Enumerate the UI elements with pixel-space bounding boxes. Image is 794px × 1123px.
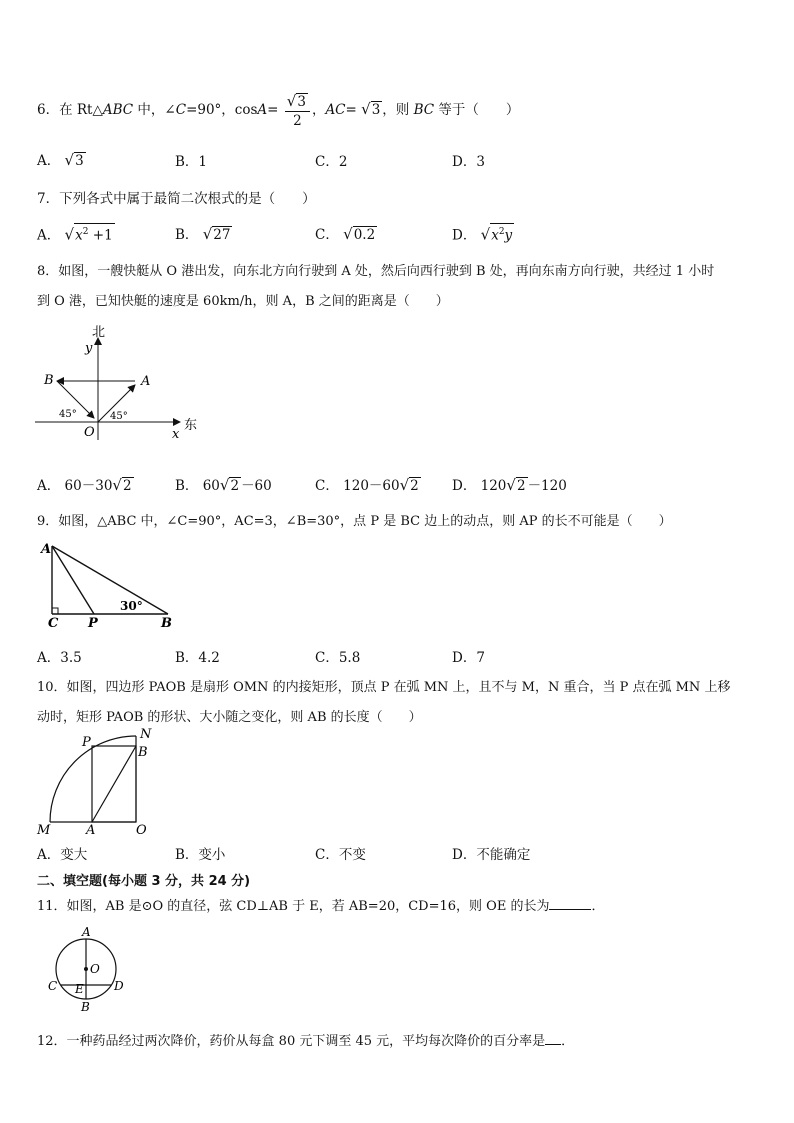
q8-label-x: x (172, 427, 180, 442)
option-pre: 60 (202, 478, 220, 494)
q6-eq: = (267, 102, 279, 118)
question-10-line-2: 动时，矩形 PAOB 的形状、大小随之变化，则 AB 的长度（ ） (37, 710, 422, 725)
option-text: 3 (476, 154, 485, 170)
q8-option-a[interactable]: A． 60－30√2 (37, 476, 132, 494)
q6-frac-num: 3 (297, 93, 306, 110)
option-rad: 0.2 (353, 227, 376, 243)
option-label: A． (37, 478, 61, 494)
q6-ac: AC (325, 102, 346, 118)
q11-figure (44, 925, 134, 1015)
option-text: 5.8 (338, 650, 361, 666)
option-text: 4.2 (198, 650, 220, 666)
q12-end: ． (561, 1034, 575, 1049)
q8-angle-right: 45° (110, 411, 128, 422)
q10-option-d[interactable] (452, 843, 530, 863)
option-text: 2 (338, 154, 348, 170)
q11-label-o: O (90, 962, 100, 976)
q9-option-b[interactable] (175, 646, 220, 666)
question-10-line-1: 10．如图，四边形 PAOB 是扇形 OMN 的内接矩形，顶点 P 在弧 MN 上，且不与 M，N 重合，当 P 点在弧 MN 上移 (37, 680, 731, 695)
option-rest: y (504, 227, 513, 244)
q11-label-c: C (48, 979, 58, 993)
option-base: x (491, 227, 499, 244)
q10-label-b: B (138, 745, 148, 760)
option-label: D． (452, 847, 477, 863)
q10-label-o: O (136, 823, 147, 838)
option-rad: 2 (516, 478, 526, 494)
section-heading: 二、填空题(每小题 3 分，共 24 分) (37, 874, 251, 889)
option-rad (74, 223, 115, 244)
q9-option-c[interactable] (315, 646, 360, 666)
q9-angle-label: 30° (120, 599, 143, 613)
q6-a: A (257, 102, 268, 118)
q8-option-c[interactable]: C． 120－60√2 (315, 476, 419, 494)
q9-option-a[interactable] (37, 646, 82, 666)
q8-label-o: O (84, 425, 95, 440)
q6-bc: BC (413, 102, 435, 118)
q10-figure (34, 727, 159, 838)
q9-label-p: P (88, 616, 98, 631)
option-rad: 3 (75, 153, 84, 169)
q6-rad: 3 (371, 102, 381, 118)
option-label: C． (315, 154, 339, 170)
q6-option-a[interactable]: A． √3 (37, 151, 84, 169)
question-6-stem: 6．在 Rt△ABC 中，∠C=90°，cosA= $\frac{√3}{2}$ ，AC= √3 ，则 BC 等于（ ） (37, 91, 520, 129)
q8-figure (30, 322, 210, 442)
option-rad: 27 (213, 227, 231, 243)
option-post: －120 (527, 478, 567, 494)
option-text: 不变 (338, 847, 366, 863)
option-label: D． (452, 154, 477, 170)
option-label: B． (175, 154, 199, 170)
q10-option-c[interactable] (315, 843, 366, 863)
q11-label-e: E (75, 982, 84, 996)
q9-label-a: A (41, 542, 52, 557)
option-text: 不能确定 (476, 847, 531, 863)
q10-label-p: P (82, 735, 91, 750)
q6-comma: ， (311, 102, 326, 118)
question-7-stem: 7．下列各式中属于最简二次根式的是（ ） (37, 191, 316, 207)
q6-option-c[interactable] (315, 150, 347, 170)
option-text: 3.5 (60, 650, 82, 666)
question-8-line-1: 8．如图，一艘快艇从 O 港出发，向东北方向行驶到 A 处，然后向西行驶到 B 处，再向东南方向行驶，共经过 1 小时 (37, 264, 715, 279)
option-rest: +1 (88, 227, 113, 244)
option-label: D． (452, 227, 477, 244)
option-label: B． (175, 227, 199, 243)
q10-label-n: N (140, 727, 152, 742)
option-label: D． (452, 478, 477, 494)
option-text: 1 (198, 154, 208, 170)
option-pre: 120－60 (343, 478, 400, 494)
q7-option-b[interactable]: B． √27 (175, 225, 231, 243)
option-label: B． (175, 478, 199, 494)
option-label: A． (37, 847, 61, 863)
q6-text: 6．在 Rt△ (37, 102, 103, 118)
q12-answer-blank[interactable] (545, 1032, 561, 1045)
option-text: 变大 (60, 847, 88, 863)
option-text: 7 (476, 650, 485, 666)
q6-text-3: =90°，cos (186, 102, 258, 118)
option-label: B． (175, 847, 199, 863)
q7-option-c[interactable]: C． √0.2 (315, 225, 376, 243)
q8-label-east: 东 (184, 418, 198, 433)
q9-option-d[interactable] (452, 646, 485, 666)
q10-label-m: M (37, 823, 51, 838)
q9-figure (38, 538, 188, 633)
q6-frac-den: 2 (293, 112, 302, 129)
q6-option-d[interactable] (452, 150, 485, 170)
question-8-line-2: 到 O 港，已知快艇的速度是 60km/h，则 A，B 之间的距离是（ ） (37, 294, 449, 309)
q6-option-b[interactable] (175, 150, 207, 170)
option-post: －60 (241, 478, 272, 494)
q10-arc-mn (50, 736, 136, 822)
q8-label-b: B (44, 373, 54, 388)
q7-option-a[interactable]: A． $√x^2 +1$ (37, 223, 115, 244)
option-label: C． (315, 650, 339, 666)
q9-right-angle-mark (52, 608, 58, 614)
option-label: C． (315, 227, 339, 243)
q9-label-c: C (48, 616, 59, 631)
option-label: A． (37, 227, 61, 244)
q6-then: ，则 (382, 102, 414, 118)
q11-label-a: A (82, 925, 91, 939)
q8-label-a: A (141, 374, 151, 389)
q6-c: C (175, 102, 187, 118)
q11-label-b: B (81, 1000, 90, 1014)
option-text: 变小 (198, 847, 226, 863)
q6-text-2: 中，∠ (133, 102, 176, 118)
q6-tail: 等于（ ） (434, 102, 520, 118)
option-label: C． (315, 847, 339, 863)
option-exp: 2 (82, 227, 89, 237)
q10-diagonal-ab (92, 746, 136, 822)
q8-label-y: y (85, 341, 93, 356)
option-pre: 60－30 (64, 478, 113, 494)
q6-eq2: = (345, 102, 362, 118)
q8-label-north: 北 (92, 325, 106, 340)
option-rad: 2 (122, 478, 132, 494)
q11-end: ． (591, 899, 605, 914)
option-base: x (75, 227, 83, 244)
question-12-stem (37, 1030, 574, 1049)
q8-option-d[interactable]: D． 120√2 －120 (452, 476, 567, 494)
option-label: A． (37, 153, 61, 169)
q8-angle-left: 45° (59, 409, 77, 420)
q11-text: 11．如图，AB 是⊙O 的直径，弦 CD⊥AB 于 E，若 AB=20，CD=16，则 OE 的长为 (37, 899, 550, 914)
option-label: C． (315, 478, 339, 494)
q6-fraction: $\frac{√3}{2}$ (285, 92, 310, 130)
q9-label-b: B (161, 616, 172, 631)
option-rad: 2 (230, 478, 240, 494)
option-rad: 2 (410, 478, 419, 494)
option-exp: 2 (498, 227, 505, 237)
option-rad (490, 223, 514, 244)
q11-answer-blank[interactable] (549, 897, 591, 910)
q9-segment-ap (52, 546, 94, 614)
q10-option-a[interactable] (37, 843, 87, 863)
q11-label-d: D (114, 979, 124, 993)
q9-side-ab (52, 546, 168, 614)
q8-option-b[interactable]: B． 60√2 －60 (175, 476, 272, 494)
q12-text: 12．一种药品经过两次降价，药价从每盒 80 元下调至 45 元，平均每次降价的百分率是 (37, 1034, 546, 1049)
option-label: A． (37, 650, 61, 666)
q10-label-a: A (86, 823, 96, 838)
q10-option-b[interactable] (175, 843, 225, 863)
q6-abc: ABC (102, 102, 134, 118)
question-11-stem (37, 895, 604, 914)
question-9-stem: 9．如图，△ABC 中，∠C=90°，AC=3，∠B=30°，点 P 是 BC 边上的动点，则 AP 的长不可能是（ ） (37, 514, 672, 529)
option-label: B． (175, 650, 199, 666)
option-pre: 120 (480, 478, 507, 494)
q7-option-d[interactable]: D． $√x^2y$ (452, 223, 514, 244)
option-label: D． (452, 650, 477, 666)
q11-center-dot (84, 967, 88, 971)
